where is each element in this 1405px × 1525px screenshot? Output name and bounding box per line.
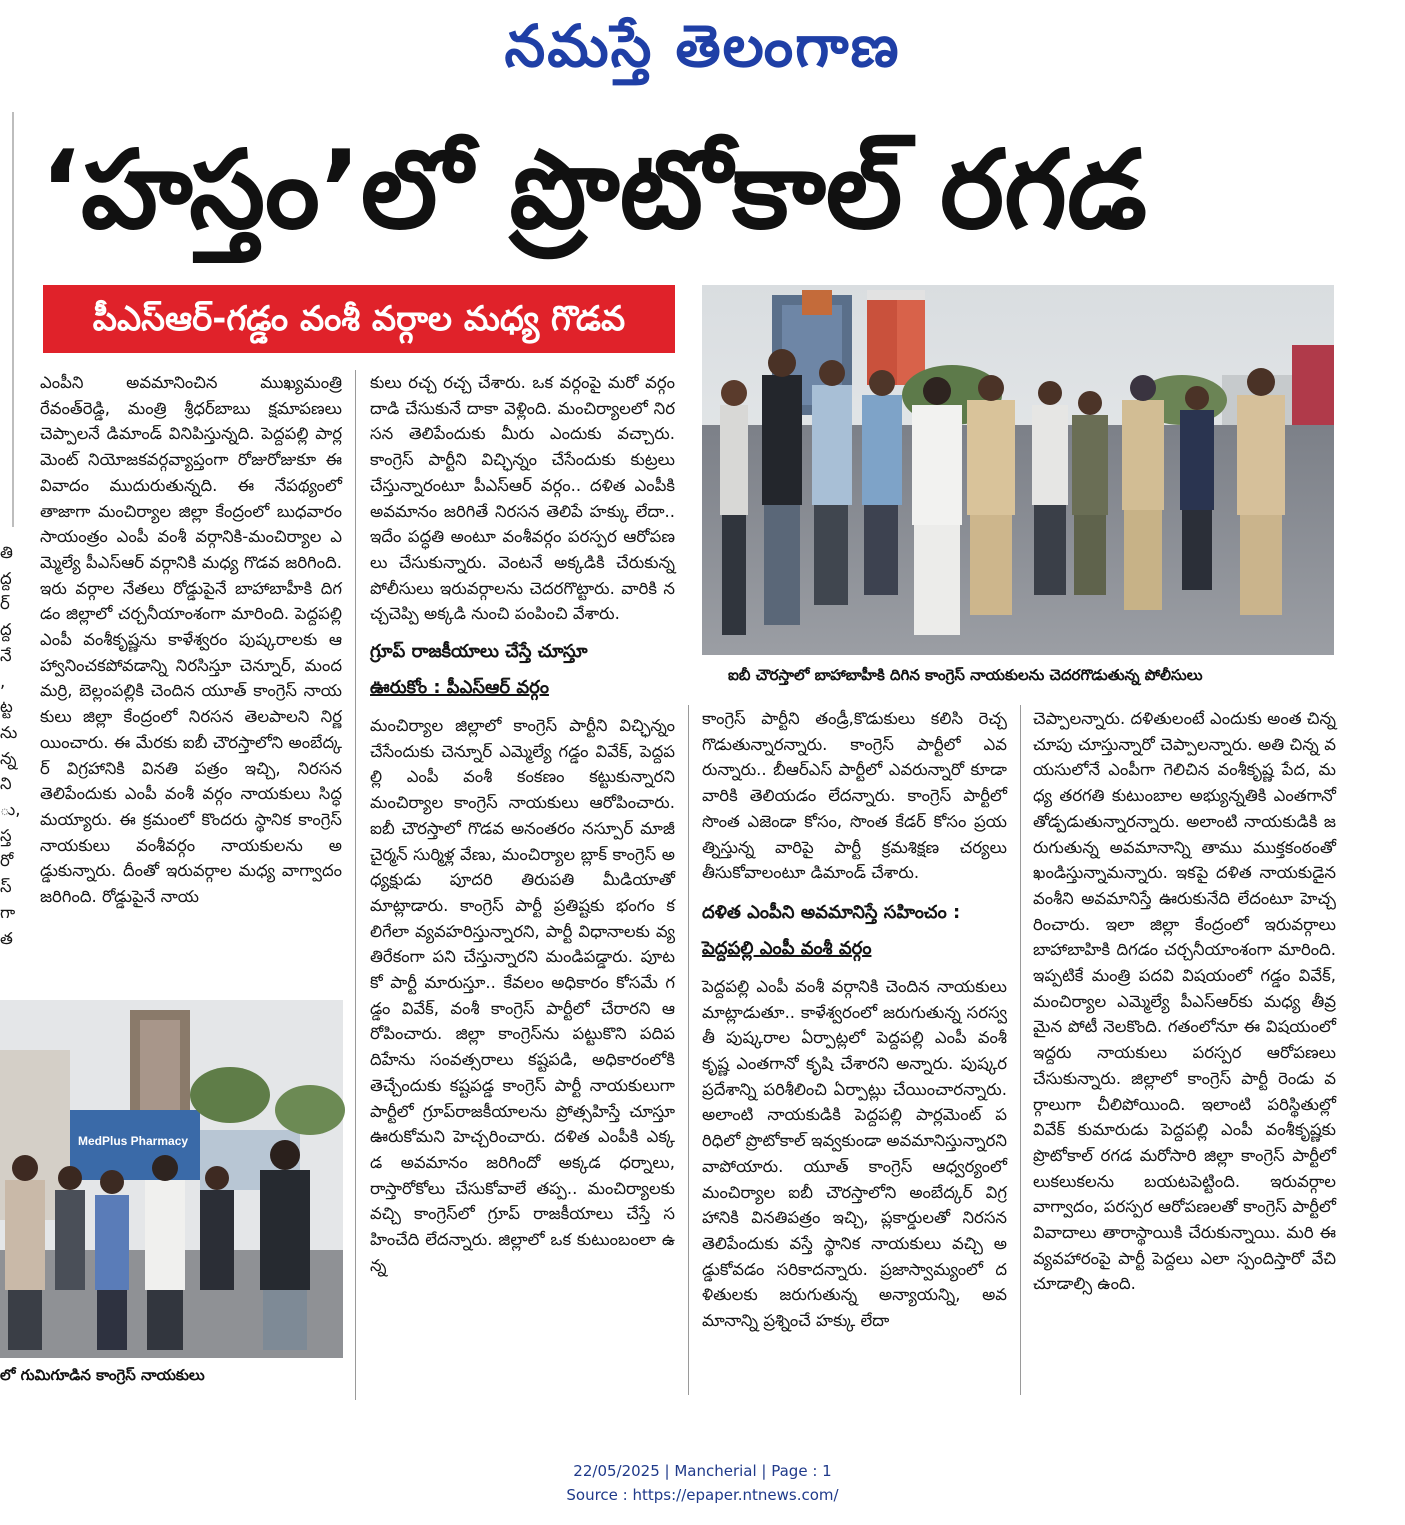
cut-column-fragment: త <box>0 928 13 948</box>
main-photo-caption: ఐబీ చౌరస్తాలో బాహాబాహీకి దిగిన కాంగ్రెస్ నాయకులను చెదరగొడుతున్న పోలీసులు <box>728 666 1203 684</box>
article-column-1 <box>40 370 342 975</box>
cut-column-fragment: రో <box>0 851 14 871</box>
cut-column-fragment: న్న <box>0 748 17 768</box>
footer-date-edition: 22/05/2025 | Mancherial | Page : 1 <box>573 1462 832 1480</box>
crosshead-psr-line1: గ్రూప్ రాజకీయాలు చేస్తే చూస్తూ <box>370 641 588 663</box>
masthead-logo: నమస్తే తెలంగాణ <box>504 12 901 80</box>
cut-column-fragment: ను <box>0 722 18 742</box>
cut-column-fragment: తి <box>0 543 13 562</box>
headline: ‘హస్తం’లో ప్రొటోకాల్ రగడ <box>40 128 1147 253</box>
crosshead-vamshi-line1: దళిత ఎంపీని అవమానిస్తే సహించం : <box>702 901 961 923</box>
cut-column-fragment: నే <box>0 645 12 665</box>
article-column-2 <box>370 370 675 1400</box>
column-divider <box>355 370 356 1400</box>
cut-column-fragment: , <box>0 671 6 691</box>
second-photo-caption: లో గుమిగూడిన కాంగ్రెస్ నాయకులు <box>0 1366 205 1384</box>
cut-column-fragment: ట్ట <box>0 697 13 717</box>
article-column-4 <box>1033 706 1336 1396</box>
crosshead-psr-line2: ఊరుకోం : పీఎస్ఆర్ వర్గం <box>370 677 549 699</box>
column-3-bottom-text: పెద్దపల్లి ఎంపీ వంశీ వర్గానికి చెందిన నాయకులు మాట్లాడుతూ.. కాళేశ్వరంలో జరుగుతున్న సరస్వతీ పుష్కరాల ఏర్పాట్లలో పెద్దపల్లి ఎంపీ వంశీ కృష్ణ ఎంతగానో కృషి చేశారని అన్నారు. పుష్కర ప్రదేశాన్ని పరిశీలించి ఏర్పాట్లు చేయించారన్నారు. అలాంటి నాయకుడికి పెద్దపల్లి పార్లమెంట్ పరిధిలో ప్రొటోకాల్ ఇవ్వకుండా అవమానిస్తున్నారని వాపోయారు. యూత్ కాంగ్రెస్ ఆధ్వర్యంలో మంచిర్యాల ఐబీ చౌరస్తాలోని అంబేద్కర్ విగ్రహానికి వినతిపత్రం ఇచ్చి, ప్లకార్డులతో నిరసన తెలిపేందుకు వస్తే స్థానిక నాయకులు వచ్చి అడ్డుకోవడం సరికాదన్నారు. ప్రజాస్వామ్యంలో దళితులకు జరుగుతున్న అన్యాయన్ని, అవమానాన్ని ప్రశ్నించే హక్కు లేదా <box>702 976 1007 1331</box>
column-4-text: చెప్పాలన్నారు. దళితులంటే ఎందుకు అంత చిన్నచూపు చూస్తున్నారో చెప్పాలన్నారు. అతి చిన్న వయసులోనే ఎంపీగా గెలిచిన వంశీకృష్ణ పేద, మధ్య తరగతి కుటుంబాల అభ్యున్నతికి ఎంతగానో తోడ్పడుతున్నారన్నారు. అలాంటి నాయకుడికి జరుగుతున్న అవమానాన్ని తాము ముక్తకంఠంతో ఖండిస్తున్నామన్నారు. ఇకపై దళిత నాయకుడైన వంశీని అవమానిస్తే ఊరుకునేది లేదంటూ హెచ్చరించారు. ఇలా జిల్లా కేంద్రంలో ఇరువర్గాలు బాహాబాహికి దిగడం చర్చనీయాంశంగా మారింది. ఇప్పటికే మంత్రి పదవి విషయంలో గడ్డం వివేక్, మంచిర్యాల ఎమ్మెల్యే పీఎస్ఆర్‌కు మధ్య తీవ్రమైన పోటీ నెలకొంది. గతంలోనూ ఈ విషయంలో ఇద్దరు నాయకులు పరస్పర ఆరోపణలు చేసుకున్నారు. జిల్లాలో కాంగ్రెస్ పార్టీ రెండు వర్గాలుగా చీలిపోయింది. ఇలాంటి పరిస్థితుల్లో వివేక్ కుమారుడు పెద్దపల్లి ఎంపీ వంశీకృష్ణకు ప్రొటోకాల్ రగడ మరోసారి జిల్లా కాంగ్రెస్ పార్టీలో లుకలుకలను బయటపెట్టింది. ఇరువర్గాల వాగ్వాదం, పరస్పర ఆరోపణలతో కాంగ్రెస్ పార్టీలో వివాదాలు తారాస్థాయికి చేరుకున్నాయి. మరి ఈ వ్యవహారంపై పార్టీ పెద్దలు ఎలా స్పందిస్తారో వేచి చూడాల్సి ఉంది. <box>1033 709 1336 1294</box>
cut-off-column <box>0 540 21 970</box>
cut-column-fragment: ద్ద <box>0 568 12 588</box>
footer-source-link: Source : https://epaper.ntnews.com/ <box>566 1486 839 1504</box>
column-1-text: ఎంపీని అవమానించిన ముఖ్యమంత్రి రేవంత్‌రెడ్డి, మంత్రి శ్రీధర్‌బాబు క్షమాపణలు చెప్పాలనే డిమాండ్ వినిపిస్తున్నది. పెద్దపల్లి పార్లమెంట్ నియోజకవర్గవ్యాప్తంగా రోజురోజుకూ ఈ వివాదం ముదురుతున్నది. ఈ నేపథ్యంలో తాజాగా మంచిర్యాల జిల్లా కేంద్రంలో బుధవారం సాయంత్రం ఎంపీ వంశీ వర్గానికి-మంచిర్యాల ఎమ్మెల్యే పీఎస్ఆర్ వర్గానికి మధ్య గొడవ జరిగింది. ఇరు వర్గాల నేతలు రోడ్డుపైనే బాహాబాహీకి దిగడం జిల్లాలో చర్చనీయాంశంగా మారింది. పెద్దపల్లి ఎంపీ వంశీకృష్ణను కాళేశ్వరం పుష్కరాలకు ఆహ్వానించకపోవడాన్ని నిరసిస్తూ చెన్నూర్, మందమర్రి, బెల్లంపల్లికి చెందిన యూత్ కాంగ్రెస్ నాయకులు జిల్లా కేంద్రంలో నిరసన తెలపాలని నిర్ణయించారు. ఈ మేరకు ఐబీ చౌరస్తాలోని అంబేద్కర్ విగ్రహానికి వినతి పత్రం ఇచ్చి, నిరసన తెలిపేందుకు ఎంపీ వంశీ వర్గం నాయకులు సిద్ధమయ్యారు. ఈ క్రమంలో కొందరు స్థానిక కాంగ్రెస్ నాయకులు వంశీవర్గం నాయకులను అడ్డుకున్నారు. దీంతో ఇరువర్గాల మధ్య వాగ్వాదం జరిగింది. రోడ్డుపైనే నాయ <box>40 373 342 907</box>
cut-column-fragment: ని <box>0 774 12 794</box>
cut-column-fragment: ద్ద <box>0 620 12 640</box>
cut-column-fragment: ర్ <box>0 594 10 614</box>
column-divider <box>688 705 689 1395</box>
column-3-top-text: కాంగ్రెస్ పార్టీని తండ్రీ,కొడుకులు కలిసి రెచ్చగొడుతున్నారన్నారు. కాంగ్రెస్ పార్టీలో ఎవరున్నారు.. బీఆర్ఎస్ పార్టీలో ఎవరున్నారో కూడా వారికి తెలియడం లేదన్నారు. కాంగ్రెస్ పార్టీలో సొంత ఎజెండా కోసం, సొంత కేడర్ కోసం ప్రయత్నిస్తున్న వారిపై పార్టీ క్రమశిక్షణ చర్యలు తీసుకోవాలంటూ డిమాండ్ చేశారు. <box>702 709 1007 883</box>
crosshead-vamshi-line2: పెద్దపల్లి ఎంపీ వంశీ వర్గం <box>702 937 872 959</box>
cut-column-fragment: స్ <box>0 877 12 897</box>
cut-column-fragment: స్త <box>0 825 12 845</box>
column-divider <box>1020 705 1021 1395</box>
cut-column-fragment: గా <box>0 902 16 922</box>
subheadline-banner: పీఎస్ఆర్-గడ్డం వంశీ వర్గాల మధ్య గొడవ <box>43 285 675 353</box>
left-edge-strip <box>0 112 14 527</box>
leaders-gathered-photo <box>0 1000 343 1358</box>
article-column-3 <box>702 706 1007 1396</box>
medplus-signboard: MedPlus Pharmacy <box>78 1134 189 1148</box>
police-dispersing-leaders-photo <box>702 285 1334 655</box>
cut-column-fragment: ు, <box>0 800 21 820</box>
column-2-top-text: కులు రచ్చ రచ్చ చేశారు. ఒక వర్గంపై మరో వర్గం దాడి చేసుకునే దాకా వెళ్లింది. మంచిర్యాలలో నిరసన తెలిపేందుకు మీరు ఎందుకు వచ్చారు. కాంగ్రెస్ పార్టీని విచ్ఛిన్నం చేసేందుకు కుట్రలు చేస్తున్నారంటూ పీఎస్ఆర్ వర్గం.. దళిత ఎంపీకి అవమానం జరిగితే నిరసన తెలిపే హక్కు లేదా.. ఇదేం పద్ధతి అంటూ వంశీవర్గం పరస్పర ఆరోపణలు చేసుకున్నారు. వెంటనే అక్కడికి చేరుకున్న పోలీసులు ఇరువర్గాలను చెదరగొట్టారు. వారికి నచ్చచెప్పి అక్కడి నుంచి పంపించి వేశారు. <box>370 373 675 624</box>
column-2-bottom-text: మంచిర్యాల జిల్లాలో కాంగ్రెస్ పార్టీని విచ్ఛిన్నం చేసేందుకు చెన్నూర్ ఎమ్మెల్యే గడ్డం వివేక్, పెద్దపల్లి ఎంపీ వంశీ కంకణం కట్టుకున్నారని మంచిర్యాల కాంగ్రెస్ నాయకులు ఆరోపించారు. ఐబీ చౌరస్తాలో గొడవ అనంతరం నస్పూర్ మాజీ చైర్మన్ సుర్మిళ్ల వేణు, మంచిర్యాల బ్లాక్ కాంగ్రెస్ అధ్యక్షుడు పూదరి తిరుపతి మీడియాతో మాట్లాడారు. కాంగ్రెస్ పార్టీ ప్రతిష్టకు భంగం కలిగేలా వ్యవహరిస్తున్నారని, పార్టీ విధానాలకు వ్యతిరేకంగా పని చేస్తున్నారని మండిపడ్డారు. పూటకో పార్టీ మారుస్తూ.. కేవలం అధికారం కోసమే గడ్డం వివేక్, వంశీ కాంగ్రెస్ పార్టీలో చేరారని ఆరోపించారు. జిల్లా కాంగ్రెస్‌ను పట్టుకొని పదిపదిహేను సంవత్సరాలు కష్టపడి, అధికారంలోకి తెచ్చేందుకు కష్టపడ్డ కాంగ్రెస్ పార్టీ నాయకులుగా పార్టీలో గ్రూప్‌రాజకీయాలను ప్రోత్సహిస్తే చూస్తూ ఊరుకోమని హెచ్చరించారు. దళిత ఎంపీకి ఎక్కడ అవమానం జరిగిందో అక్కడ ధర్నాలు, రాస్తారోకోలు చేసుకోవాలే తప్ప.. మంచిర్యాలకు వచ్చి కాంగ్రెస్‌లో గ్రూప్ రాజకీయాలు చేస్తే సహించేది లేదన్నారు. జిల్లాలో ఒక కుటుంబంలా ఉన్న <box>370 716 675 1275</box>
